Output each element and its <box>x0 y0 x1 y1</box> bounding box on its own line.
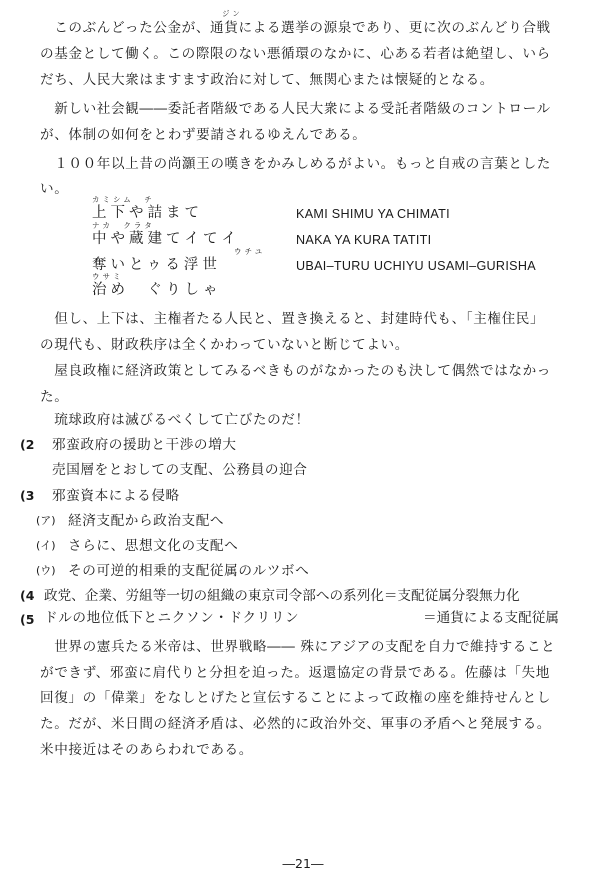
poem-line-ja: 奪いとゥる浮世 <box>92 257 221 273</box>
paragraph-line: 屋良政権に経済政策としてみるべきものがなかったのも決して偶然ではなかっ <box>40 363 551 379</box>
paragraph-line: た。 <box>40 389 69 405</box>
poem-line-romaji: KAMI SHIMU YA CHIMATI <box>296 207 450 221</box>
outline-marker: (ウ) <box>36 564 56 577</box>
paragraph-line: ができず、邪蛮に肩代りと分担を迫った。返還協定の背景である。佐藤は「失地 <box>40 665 550 681</box>
poem-furigana: ナカ クラタ <box>92 221 155 230</box>
poem-furigana: カミシム チ <box>92 195 155 204</box>
paragraph-line: 琉球政府は滅びるべくして亡びたのだ！ <box>40 412 310 428</box>
poem-line-romaji: UBAI–TURU UCHIYU USAMI–GURISHA <box>296 259 536 273</box>
paragraph-line: だち、人民大衆はますます政治に対して、無関心または懐疑的となる。 <box>40 72 494 88</box>
outline-marker: (イ) <box>36 539 56 552</box>
furigana: ジン <box>222 9 243 18</box>
paragraph-line: た。だが、米日間の経済矛盾は、必然的に政治外交、軍事の矛盾へと発展する。 <box>40 716 551 732</box>
paragraph-line: の基金として働く。この際限のない悪循環のなかに、心ある若者は絶望し、いら <box>40 46 551 62</box>
poem-line-ja: 治め ぐりしゃ <box>92 282 222 298</box>
outline-marker: (3 <box>20 488 35 503</box>
poem-furigana: ウチユ <box>234 247 266 256</box>
outline-item: ＝通貨による支配従属 <box>423 610 559 626</box>
paragraph-line: 新しい社会観――委託者階級である人民大衆による受託者階級のコントロール <box>40 101 551 117</box>
outline-marker: (5 <box>20 612 35 627</box>
paragraph-line: 但し、上下は、主権者たる人民と、置き換えると、封建時代も、「主権住民」 <box>40 311 545 327</box>
outline-item: 売国層をとおしての支配、公務員の迎合 <box>52 462 308 478</box>
paragraph-line: このぶんどった公金が、通貨による選挙の源泉であり、更に次のぶんどり合戦 <box>40 20 551 36</box>
poem-line-ja: 中や蔵建てイてイ <box>92 231 240 247</box>
paragraph-line: の現代も、財政秩序は全くかわっていないと断じてよい。 <box>40 337 409 353</box>
paragraph-line: が、体制の如何をとわず要請されるゆえんである。 <box>40 127 367 143</box>
outline-item: 政党、企業、労組等一切の組織の東京司令部への系列化＝支配従属分裂無力化 <box>44 588 520 604</box>
outline-marker: (4 <box>20 588 35 603</box>
paragraph-line: 回復」の「偉業」をなしとげたと宣伝することによって政権の座を維持せんとし <box>40 690 551 706</box>
poem-line-ja: 上下や詰まて <box>92 205 203 221</box>
paragraph-line: １００年以上昔の尚灝王の嘆きをかみしめるがよい。もっと自戒の言葉とした <box>40 156 551 172</box>
paragraph-line: 米中接近はそのあらわれである。 <box>40 742 253 758</box>
outline-item: ドルの地位低下とニクソン・ドクリリン <box>44 610 300 626</box>
outline-item: その可逆的相乗的支配従属のルツボへ <box>68 563 310 579</box>
outline-item: 邪蛮資本による侵略 <box>52 488 180 504</box>
page-number: ―21― <box>282 856 324 871</box>
outline-item: さらに、思想文化の支配へ <box>68 538 239 554</box>
outline-marker: (ア) <box>36 514 56 527</box>
poem-furigana: ウサミ <box>92 272 124 281</box>
poem-line-romaji: NAKA YA KURA TATITI <box>296 233 432 247</box>
outline-item: 経済支配から政治支配へ <box>68 513 225 529</box>
paragraph-line: い。 <box>40 181 69 197</box>
outline-item: 邪蛮政府の援助と干渉の増大 <box>52 437 237 453</box>
outline-marker: (2 <box>20 437 35 452</box>
paragraph-line: 世界の憲兵たる米帝は、世界戦略―― 殊にアジアの支配を自力で維持すること <box>40 639 556 655</box>
